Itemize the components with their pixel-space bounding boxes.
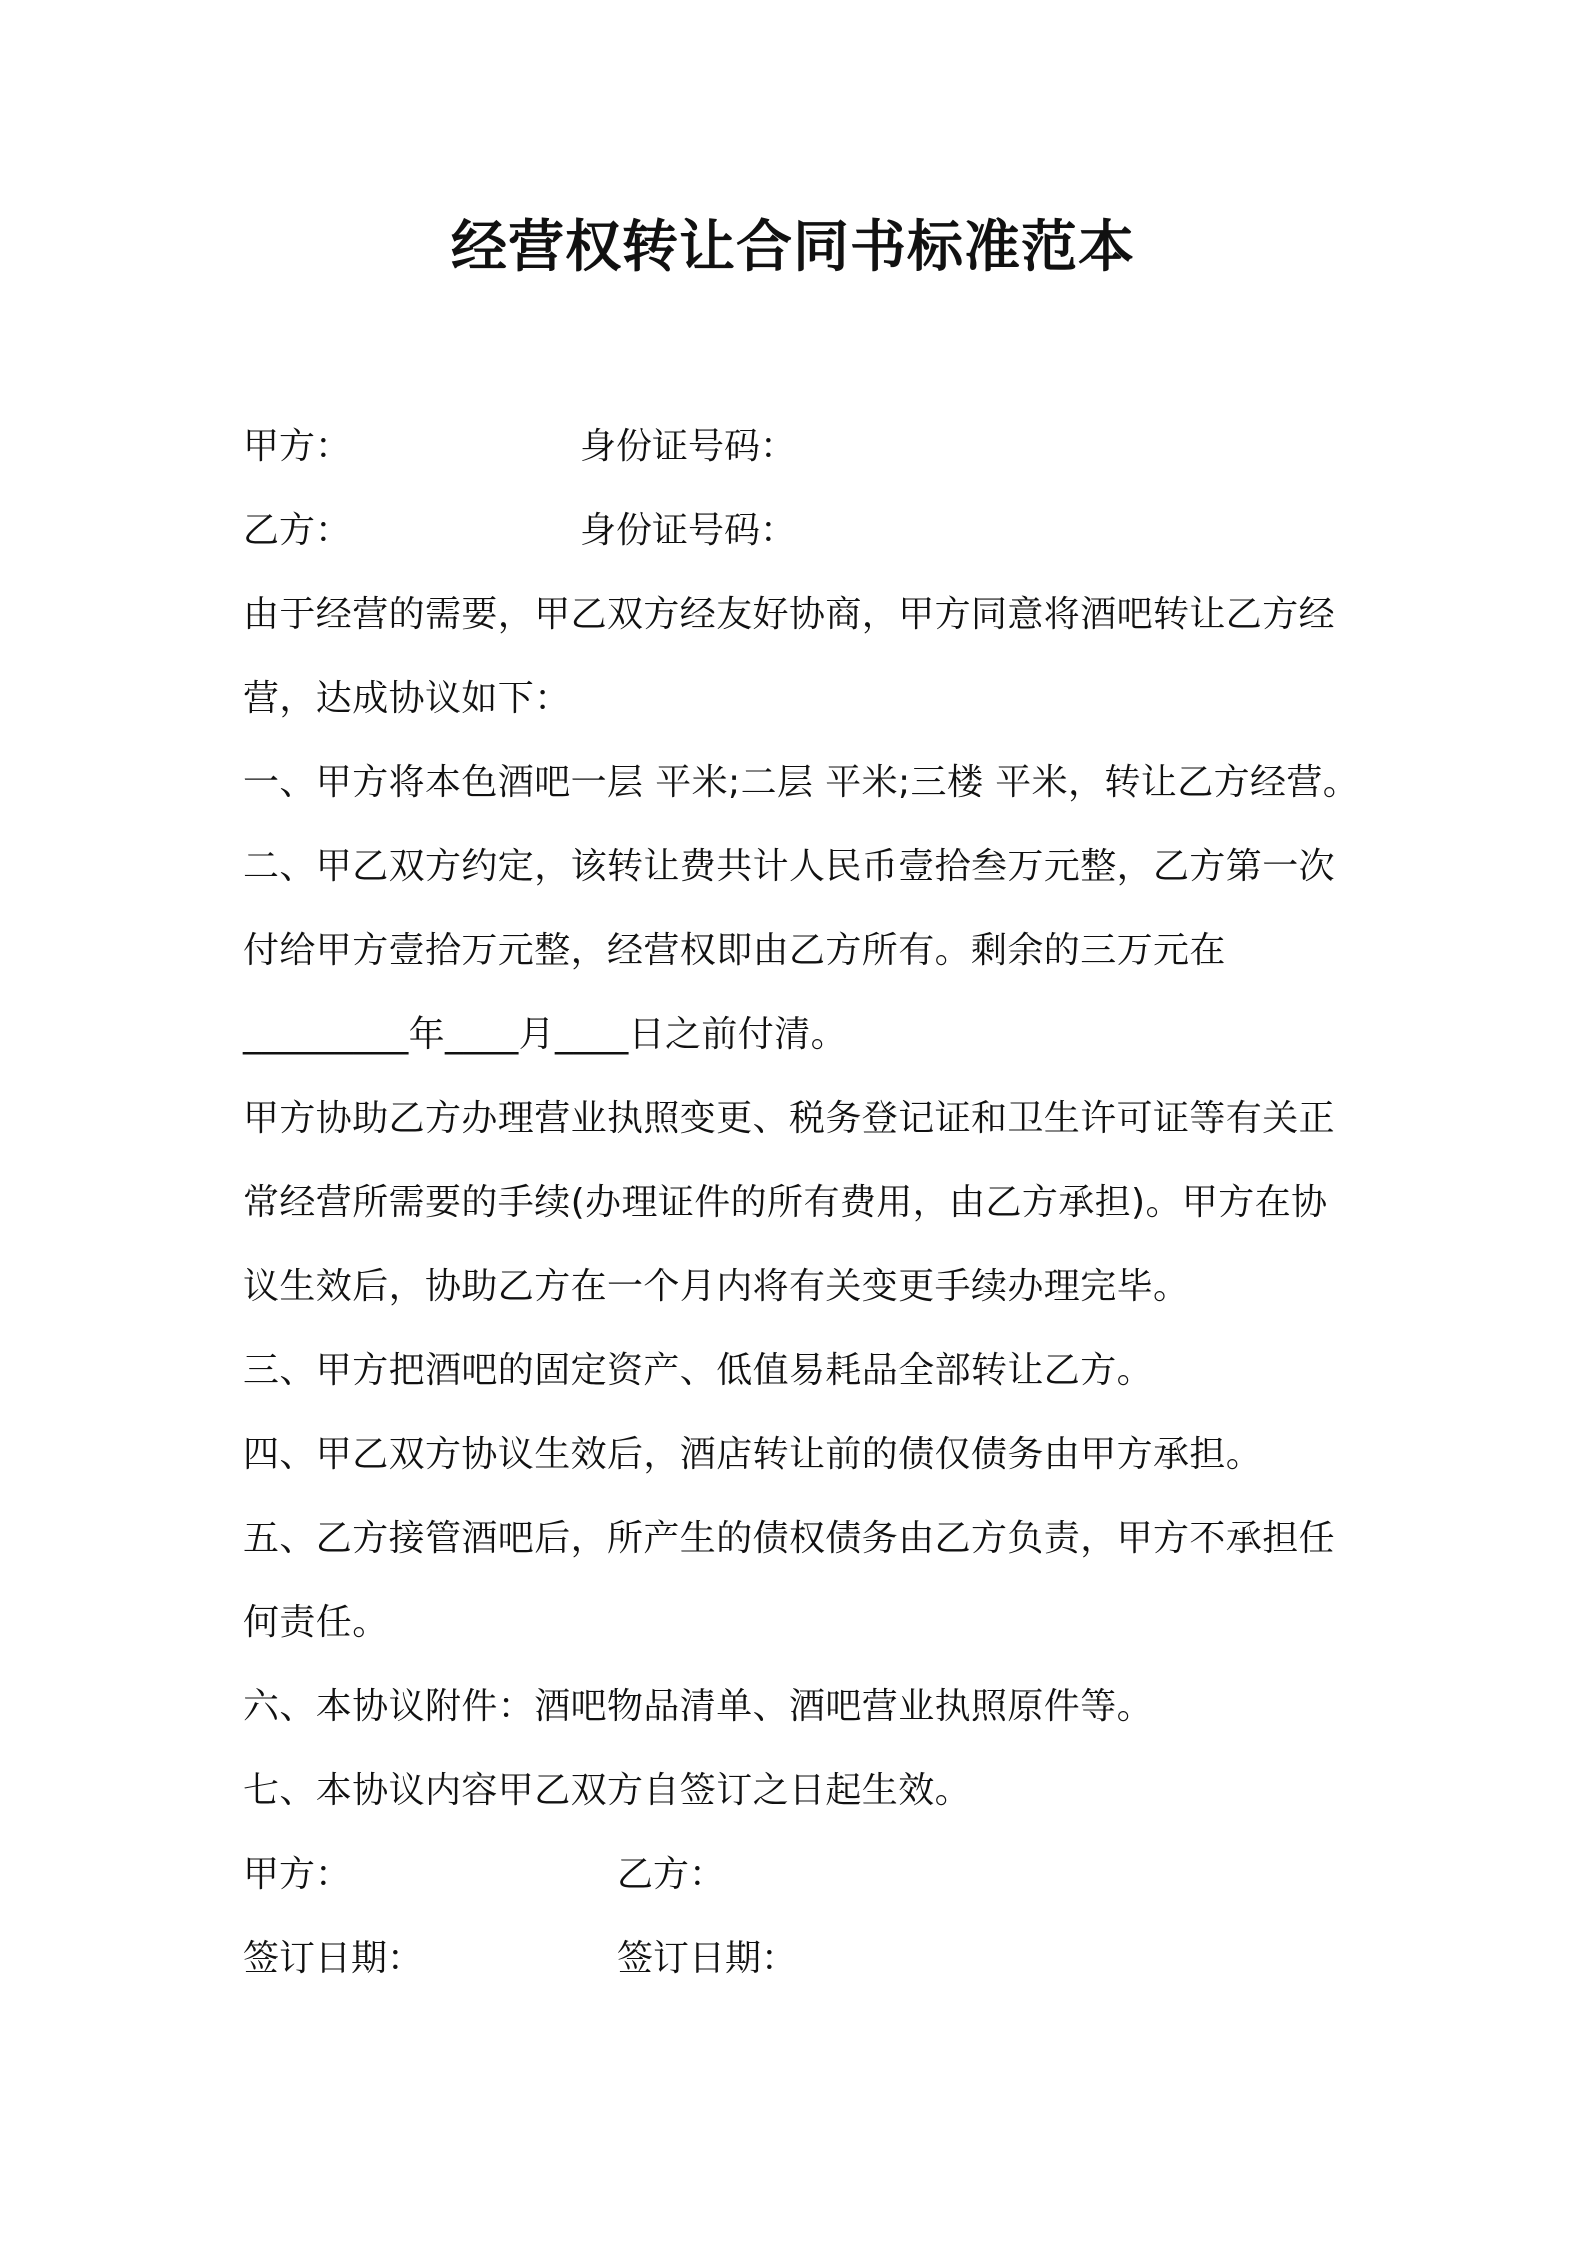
party-a-label: 甲方： [243,426,352,467]
sign-party-a: 甲方： [243,1854,352,1895]
clause-2-line-1: 二、甲乙双方约定，该转让费共计人民币壹拾叁万元整，乙方第一次 [243,846,1336,887]
party-b-row [243,489,1353,573]
sign-date-b: 签订日期： [617,1938,798,1979]
party-b-label: 乙方： [243,510,352,551]
assist-line-2: 常经营所需要的手续(办理证件的所有费用，由乙方承担)。甲方在协 [243,1182,1328,1223]
clause-3: 三、甲方把酒吧的固定资产、低值易耗品全部转让乙方。 [243,1350,1154,1391]
clause-5-line-2: 何责任。 [243,1602,389,1643]
clause-4: 四、甲乙双方协议生效后，酒店转让前的债仅债务由甲方承担。 [243,1434,1263,1475]
party-b-id-label: 身份证号码： [580,510,797,551]
party-a-row [243,405,1353,489]
sign-party-b: 乙方： [617,1854,726,1895]
sign-date-row [243,1917,1353,2001]
clause-5-line-1: 五、乙方接管酒吧后，所产生的债权债务由乙方负责，甲方不承担任 [243,1518,1336,1559]
clause-2-line-2: 付给甲方壹拾万元整，经营权即由乙方所有。剩余的三万元在 [243,930,1226,971]
clause-1: 一、甲方将本色酒吧一层 平米;二层 平米;三楼 平米，转让乙方经营。 [243,762,1360,803]
clause-2-line-3: _________年____月____日之前付清。 [243,1014,847,1055]
clause-6: 六、本协议附件：酒吧物品清单、酒吧营业执照原件等。 [243,1686,1154,1727]
intro-line-2: 营，达成协议如下： [243,678,571,719]
assist-line-1: 甲方协助乙方办理营业执照变更、税务登记证和卫生许可证等有关正 [243,1098,1336,1139]
clause-7: 七、本协议内容甲乙双方自签订之日起生效。 [243,1770,972,1811]
intro-line-1: 由于经营的需要，甲乙双方经友好协商，甲方同意将酒吧转让乙方经 [243,594,1336,635]
signature-row [243,1833,1353,1917]
sign-date-a: 签订日期： [243,1938,424,1979]
document-body [243,405,1360,2001]
assist-line-3: 议生效后，协助乙方在一个月内将有关变更手续办理完毕。 [243,1266,1190,1307]
document-title: 经营权转让合同书标准范本 [451,215,1135,280]
party-a-id-label: 身份证号码： [580,426,797,467]
